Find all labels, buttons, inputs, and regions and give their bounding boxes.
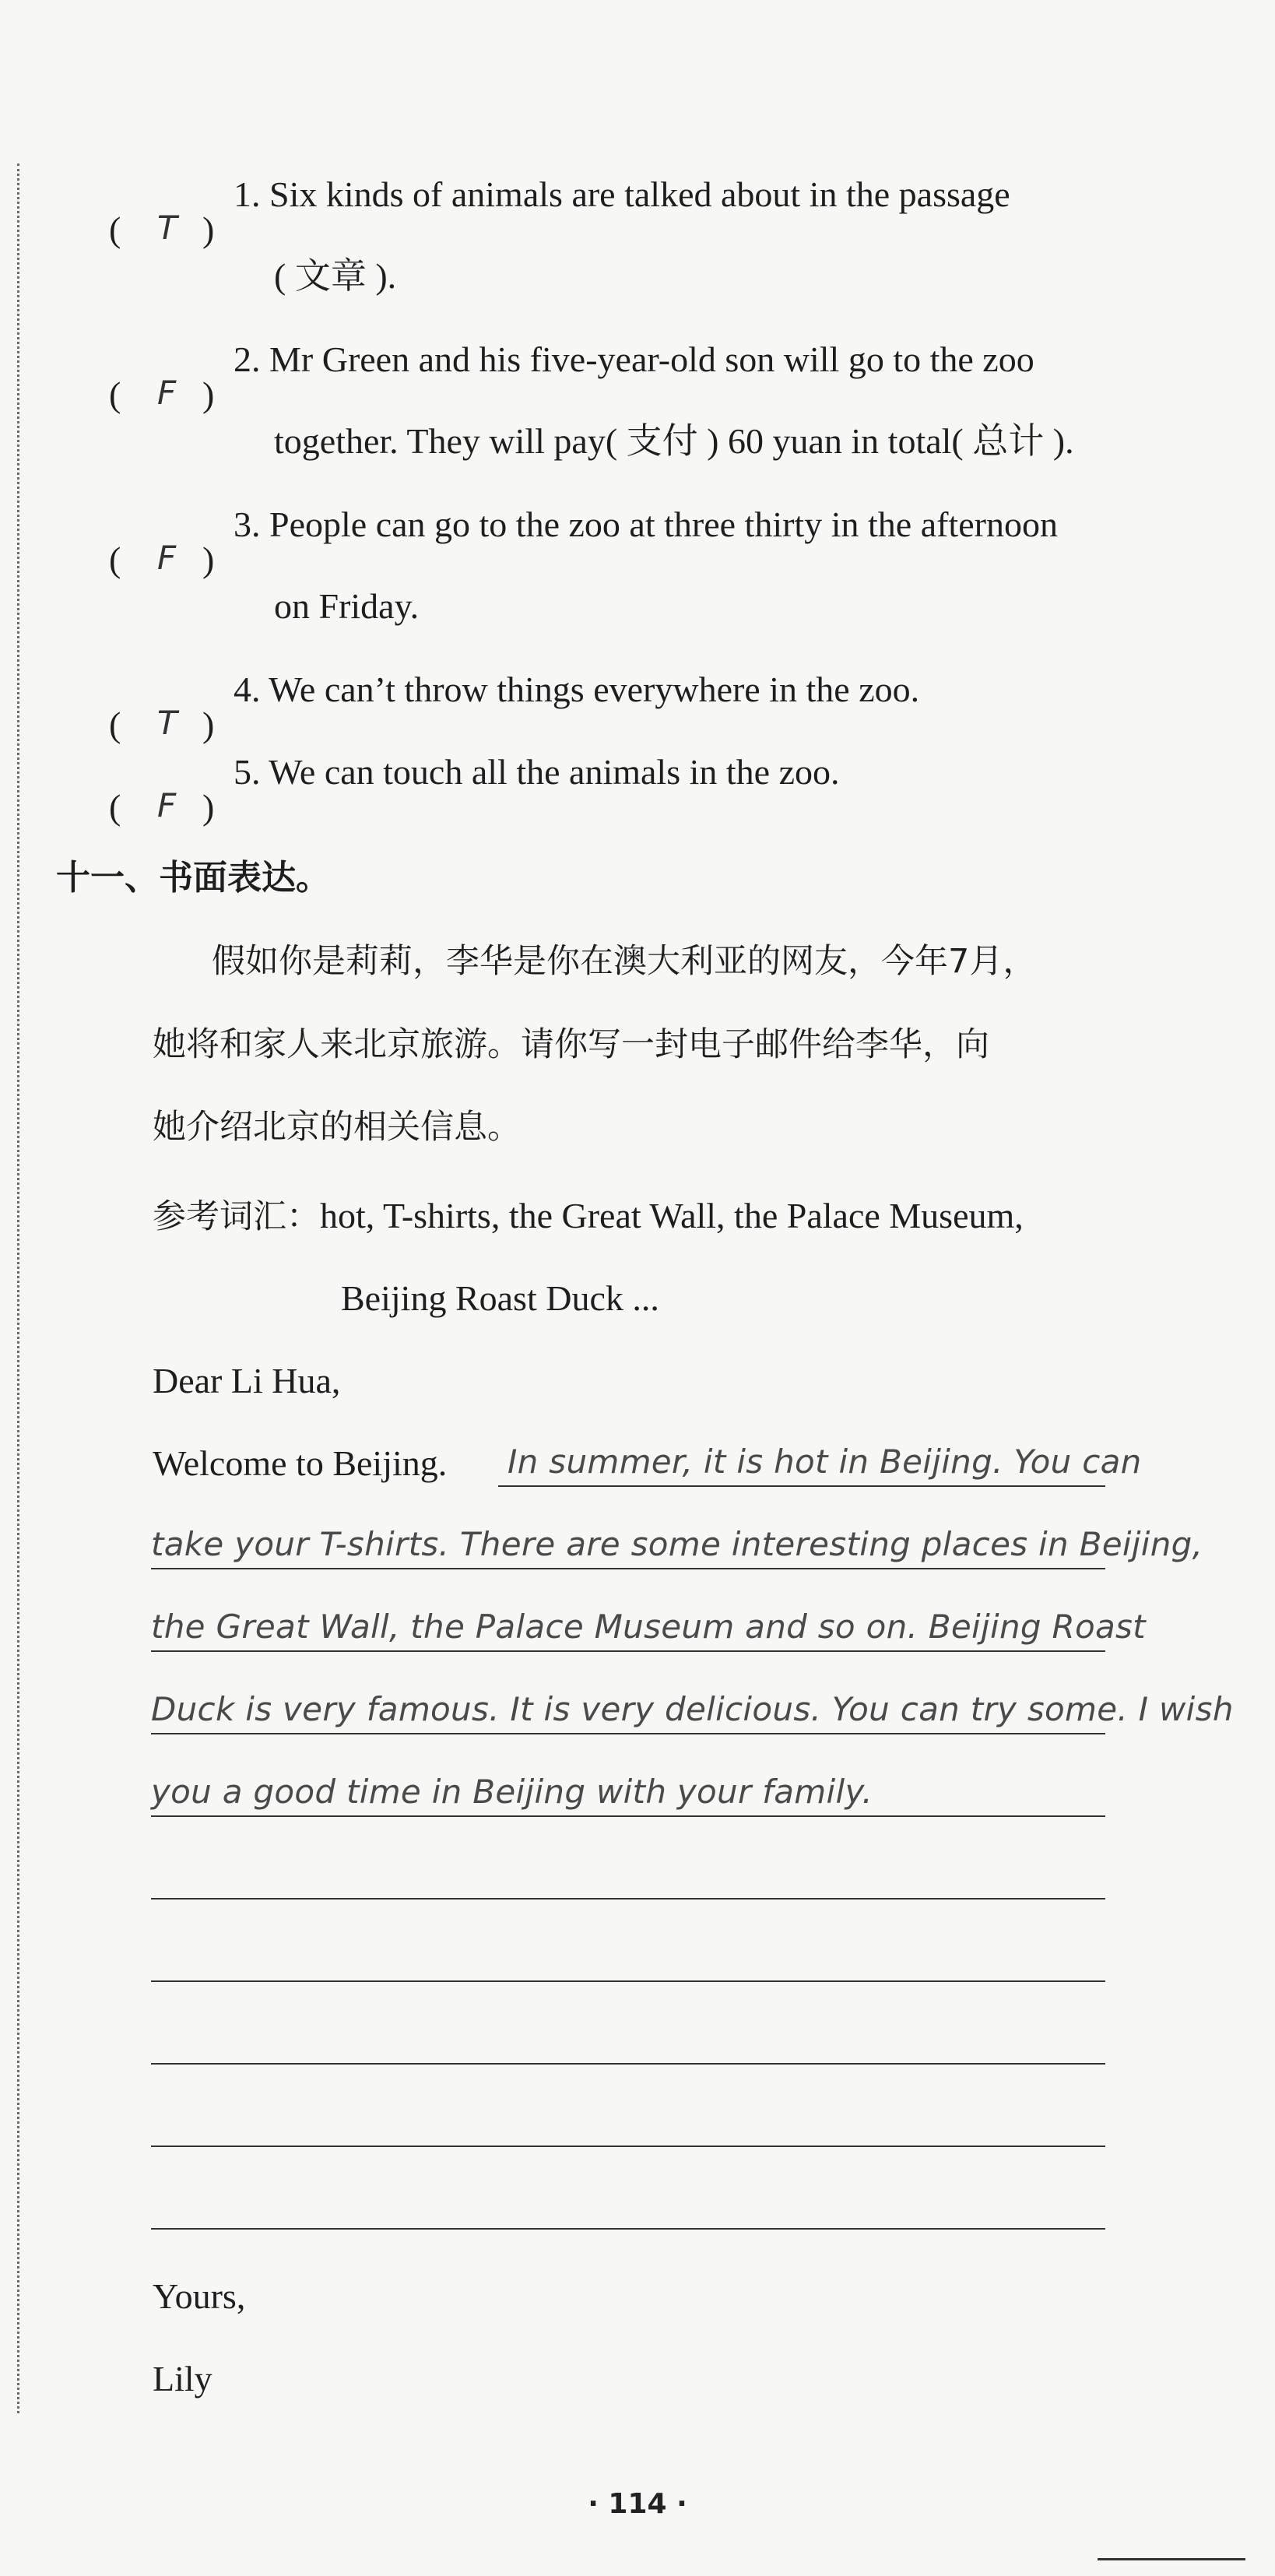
vocabulary-line-2: Beijing Roast Duck ... xyxy=(341,1278,659,1318)
question-5: ( F ) 5. We can touch all the animals in the zoo. xyxy=(109,749,840,796)
writing-line xyxy=(151,1733,1105,1734)
handwritten-line-5: you a good time in Beijing with your family. xyxy=(151,1773,873,1811)
question-number: 2. xyxy=(234,339,261,379)
prompt-line-3: 她介绍北京的相关信息。 xyxy=(153,1108,521,1147)
binding-margin-dotted-line xyxy=(17,163,19,2413)
question-number: 5. xyxy=(234,752,261,792)
question-text: Six kinds of animals are talked about in the passage xyxy=(269,174,1010,214)
writing-line xyxy=(151,2228,1105,2230)
vocabulary-words: hot, T-shirts, the Great Wall, the Palace Museum, xyxy=(320,1196,1024,1235)
letter-greeting: Dear Li Hua, xyxy=(153,1361,341,1400)
question-number: 4. xyxy=(234,669,261,709)
question-text: Mr Green and his five-year-old son will go to the zoo xyxy=(269,339,1034,379)
answer-mark: T xyxy=(157,209,177,247)
writing-line xyxy=(151,1650,1105,1652)
handwritten-line-2: take your T-shirts. There are some interesting places in Beijing, xyxy=(151,1525,1203,1563)
question-3-continuation: on Friday. xyxy=(274,586,420,626)
writing-line xyxy=(151,1980,1105,1982)
corner-rule xyxy=(1098,2558,1245,2560)
page-number: · 114 · xyxy=(588,2488,687,2520)
letter-closing: Yours, xyxy=(153,2276,246,2316)
question-text: People can go to the zoo at three thirty in the afternoon xyxy=(269,504,1058,544)
handwritten-line-4: Duck is very famous. It is very delicious. You can try some. I wish xyxy=(151,1690,1234,1728)
handwritten-line-1: In summer, it is hot in Beijing. You can xyxy=(508,1443,1142,1481)
question-2: ( F ) 2. Mr Green and his five-year-old son will go to the zoo xyxy=(109,336,1034,383)
vocabulary-line-1 xyxy=(153,1193,1024,1240)
question-text: We can’t throw things everywhere in the zoo. xyxy=(269,669,920,709)
answer-mark: F xyxy=(157,786,177,824)
writing-line xyxy=(151,2145,1105,2147)
handwritten-line-3: the Great Wall, the Palace Museum and so on. Beijing Roast xyxy=(151,1608,1146,1646)
answer-mark: F xyxy=(157,539,177,577)
vocabulary-label: 参考词汇： xyxy=(153,1197,320,1236)
question-4: ( T ) 4. We can’t throw things everywhere in the zoo. xyxy=(109,666,919,713)
question-number: 1. xyxy=(234,174,261,214)
prompt-line-1: 假如你是莉莉，李华是你在澳大利亚的网友，今年7月， xyxy=(212,942,1037,981)
writing-line xyxy=(151,1568,1105,1569)
letter-signature: Lily xyxy=(153,2359,212,2399)
letter-opening: Welcome to Beijing. xyxy=(153,1443,448,1483)
prompt-line-2: 她将和家人来北京旅游。请你写一封电子邮件给李华，向 xyxy=(153,1025,989,1064)
question-number: 3. xyxy=(234,504,261,544)
question-2-continuation: together. They will pay( 支付 ) 60 yuan in total( 总计 ). xyxy=(274,421,1074,461)
section-title: 十一、书面表达。 xyxy=(56,858,330,898)
question-1: ( T ) 1. Six kinds of animals are talked about in the passage xyxy=(109,171,1010,218)
answer-mark: T xyxy=(157,704,177,742)
writing-line xyxy=(151,1815,1105,1817)
question-1-continuation: ( 文章 ). xyxy=(274,256,397,296)
answer-mark: F xyxy=(157,374,177,412)
writing-line xyxy=(151,2063,1105,2065)
writing-line xyxy=(498,1485,1105,1487)
question-text: We can touch all the animals in the zoo. xyxy=(269,752,840,792)
writing-line xyxy=(151,1898,1105,1899)
question-3: ( F ) 3. People can go to the zoo at three thirty in the afternoon xyxy=(109,501,1058,548)
